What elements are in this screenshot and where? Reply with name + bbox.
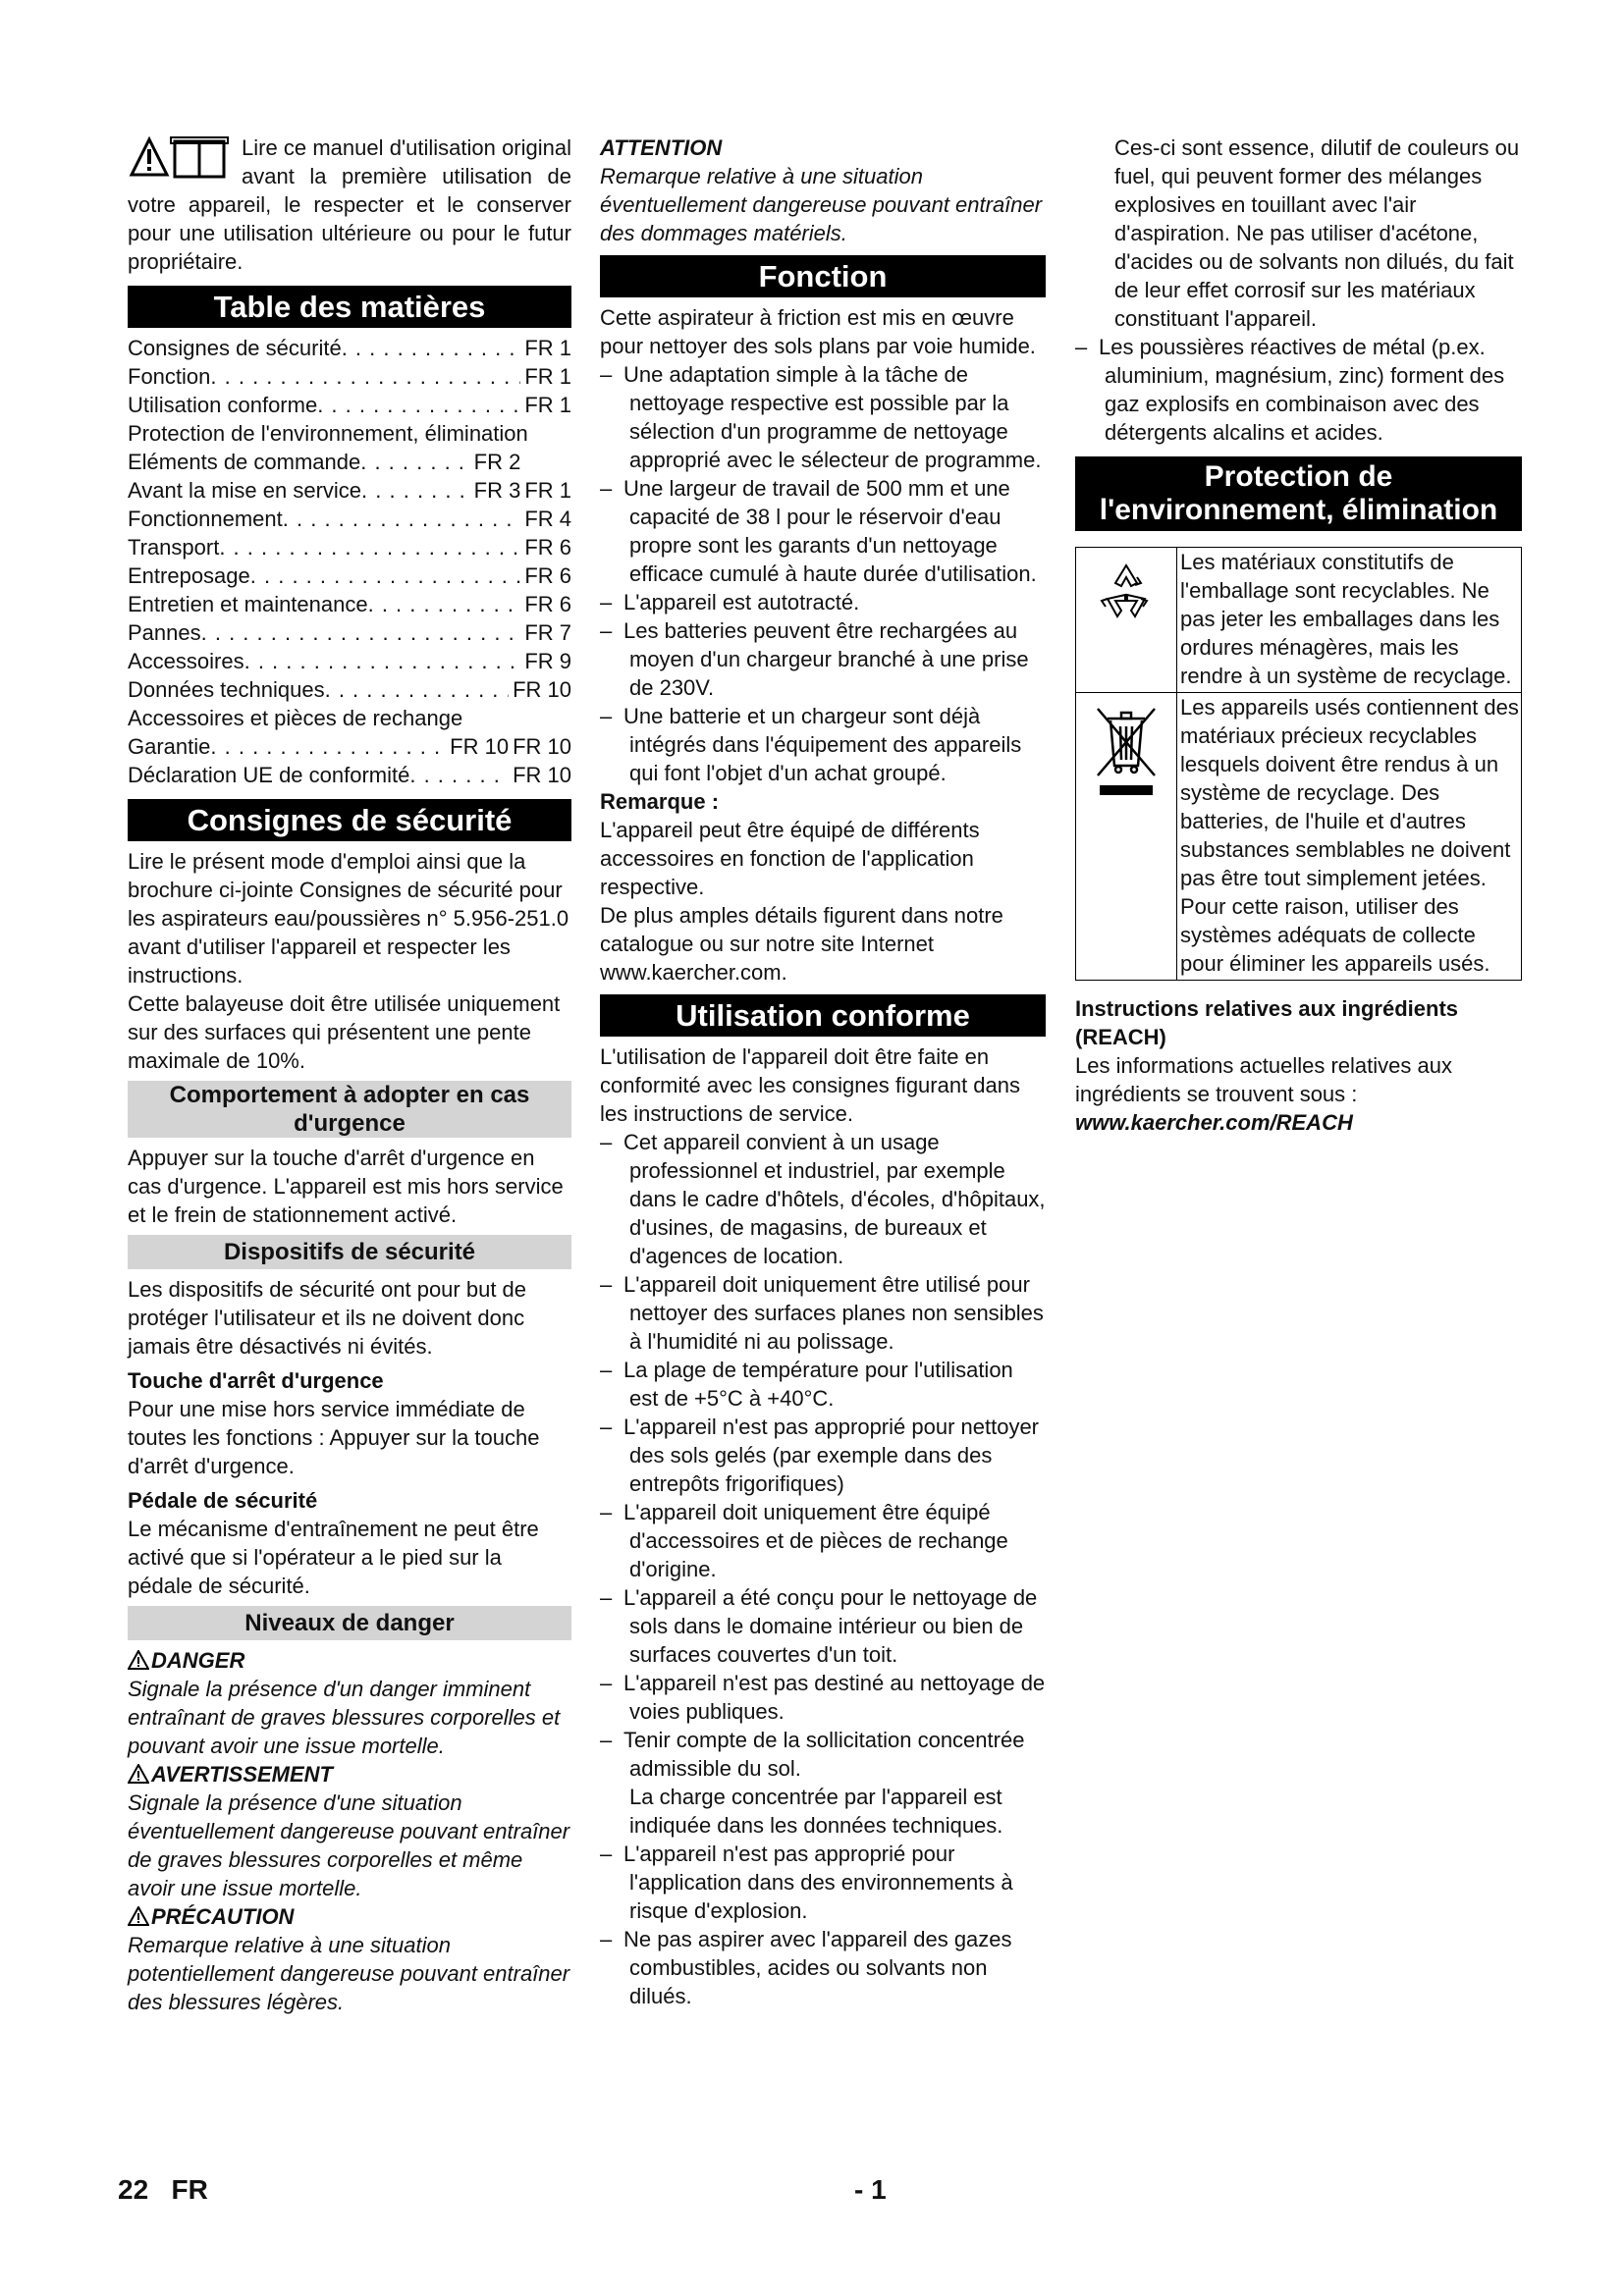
usage-heading: Utilisation conforme (600, 994, 1046, 1037)
recycle-text: Les matériaux constitutifs de l'emballage sont recyclables. Ne pas jeter les emballages dans les ordures ménagères, mais les rendre à un système de recyclage. (1177, 548, 1522, 693)
danger-label-row (128, 1646, 571, 1675)
warning-triangle-icon (128, 1764, 149, 1784)
function-item: – Une adaptation simple à la tâche de nettoyage respective est possible par la sélection d'un programme de nettoyage approprié avec le sélecteur de programme. (600, 362, 1042, 472)
usage-item: – L'appareil doit uniquement être utilisé pour nettoyer des surfaces planes non sensibles à l'humidité ni au polissage. (600, 1272, 1044, 1354)
emergency-text: Appuyer sur la touche d'arrêt d'urgence en cas d'urgence. L'appareil est mis hors service et le frein de stationnement activé. (128, 1146, 564, 1227)
toc-item[interactable]: Pannes . . . FR 7 (128, 618, 571, 647)
footer-page-number: - 1 (854, 2174, 887, 2205)
weee-text: Les appareils usés contiennent des matériaux précieux recyclables lesquels doivent être rendus à un système de recyclage. Des batteries, de l'huile et d'autres substances semblables ne doivent pas être tout simplement jetées. Pour cette raison, utiliser des systèmes adéquats de collecte pour éliminer les appareils usés. (1177, 693, 1522, 981)
estop-heading: Touche d'arrêt d'urgence (128, 1368, 384, 1393)
caution-label-row (128, 1902, 571, 1931)
toc-item[interactable]: Garantie . . . FR 10 (128, 732, 509, 761)
estop-text: Pour une mise hors service immédiate de toutes les fonctions : Appuyer sur la touche d'arrêt d'urgence. (128, 1397, 540, 1478)
table-row (1076, 548, 1522, 693)
usage-item: – L'appareil doit uniquement être équipé d'accessoires et de pièces de rechange d'origine. (600, 1500, 1008, 1581)
remark-text: L'appareil peut être équipé de différents accessoires en fonction de l'application respective. (600, 818, 980, 899)
toc-item[interactable]: Protection de l'environnement, élimination FR 1 (128, 421, 571, 503)
warning-triangle-icon (128, 1650, 149, 1670)
attention-text: Remarque relative à une situation éventuellement dangereuse pouvant entraîner des dommages matériels. (600, 164, 1043, 245)
environment-heading-line: l'environnement, élimination (1099, 494, 1498, 526)
environment-heading-line: Protection de (1204, 460, 1393, 493)
reach-text: Les informations actuelles relatives aux ingrédients se trouvent sous : (1075, 1053, 1452, 1106)
danger-text: Signale la présence d'un danger imminent entraînant de graves blessures corporelles et pouvant avoir une issue mortelle. (128, 1677, 561, 1758)
devices-heading: Dispositifs de sécurité (128, 1235, 571, 1269)
column-left (128, 133, 571, 2016)
usage-item: – L'appareil a été conçu pour le nettoyage de sols dans le domaine intérieur ou bien de surfaces couvertes d'un toit. (600, 1585, 1038, 1667)
warning-triangle-icon (128, 1906, 149, 1926)
caution-text: Remarque relative à une situation potentiellement dangereuse pouvant entraîner des blessures légères. (128, 1933, 570, 2014)
toc-heading: Table des matières (128, 286, 571, 328)
toc-item[interactable]: Données techniques . . . FR 10 (128, 675, 571, 704)
emergency-heading: Comportement à adopter en cas d'urgence (128, 1081, 571, 1138)
levels-heading: Niveaux de danger (128, 1606, 571, 1640)
table-row (1076, 693, 1522, 981)
remark-label: Remarque : (600, 789, 720, 814)
reach-heading: Instructions relatives aux ingrédients (REACH) (1075, 996, 1459, 1049)
recycle-icon (1096, 560, 1157, 620)
warning-label: AVERTISSEMENT (151, 1762, 333, 1787)
toc-list (128, 334, 571, 789)
usage-intro: L'utilisation de l'appareil doit être faite en conformité avec les consignes figurant dans les instructions de service. (600, 1044, 1021, 1126)
warning-manual-icon (128, 133, 238, 183)
footer-page-lang: 22 FR (118, 2174, 208, 2205)
usage-continuation: Ces-ci sont essence, dilutif de couleurs ou fuel, qui peuvent former des mélanges explosives en touillant avec l'air d'aspiration. Ne pas utiliser d'acétone, d'acides ou de solvants non dilués, du fait de leur effet corrosif sur les matériaux constituant l'appareil. (1114, 135, 1520, 331)
pedal-text: Le mécanisme d'entraînement ne peut être activé que si l'opérateur a le pied sur la pédale de sécurité. (128, 1517, 539, 1598)
toc-item[interactable]: Entretien et maintenance . . . FR 6 (128, 590, 571, 618)
toc-item[interactable]: Consignes de sécurité . . . FR 1 (128, 334, 571, 362)
toc-item[interactable]: Utilisation conforme . . . FR 1 (128, 391, 571, 419)
usage-item: – L'appareil n'est pas approprié pour nettoyer des sols gelés (par exemple dans des entrepôts frigorifiques) (600, 1415, 1040, 1496)
safety-paragraph: Lire le présent mode d'emploi ainsi que la brochure ci-jointe Consignes de sécurité pour les aspirateurs eau/poussières n° 5.956-251.0 avant d'utiliser l'appareil et respecter les instructions. (128, 849, 569, 988)
usage-item: – L'appareil n'est pas destiné au nettoyage de voies publiques. (600, 1671, 1046, 1724)
function-item: – Les batteries peuvent être rechargées au moyen d'un chargeur branché à une prise de 230V. (600, 618, 1029, 700)
remark-text: De plus amples détails figurent dans notre catalogue ou sur notre site Internet www.kaercher.com. (600, 903, 1003, 985)
devices-text: Les dispositifs de sécurité ont pour but de protéger l'utilisateur et ils ne doivent donc jamais être désactivés ni évités. (128, 1277, 527, 1359)
toc-item[interactable]: Eléments de commande . . . FR 2 (128, 448, 520, 476)
toc-item[interactable]: Fonction . . . FR 1 (128, 362, 571, 391)
weee-cell (1076, 693, 1177, 981)
toc-item[interactable]: Fonctionnement . . . FR 4 (128, 505, 571, 533)
usage-item: – Ne pas aspirer avec l'appareil des gazes combustibles, acides ou solvants non dilués. (600, 1927, 1012, 2008)
warning-label-row (128, 1760, 571, 1789)
caution-label: PRÉCAUTION (151, 1904, 295, 1929)
warning-text: Signale la présence d'une situation éventuellement dangereuse pouvant entraîner de graves blessures corporelles et même avoir une issue mortelle. (128, 1790, 570, 1900)
usage-item: – Cet appareil convient à un usage professionnel et industriel, par exemple dans le cadre d'hôtels, d'écoles, d'hôpitaux, d'usines, de magasins, de bureaux et d'agences de location. (600, 1130, 1046, 1268)
recycle-cell (1076, 548, 1177, 693)
usage-item: – Tenir compte de la sollicitation concentrée admissible du sol. (600, 1728, 1025, 1781)
usage-item: – La plage de température pour l'utilisation est de +5°C à +40°C. (600, 1358, 1013, 1411)
toc-item[interactable]: Accessoires . . . FR 9 (128, 647, 571, 675)
danger-label: DANGER (151, 1648, 245, 1673)
attention-label: ATTENTION (600, 135, 723, 160)
function-item: – Une largeur de travail de 500 mm et une capacité de 38 l pour le réservoir d'eau propre sont les garants d'un nettoyage efficace cumulé à haute durée d'utilisation. (600, 476, 1037, 586)
toc-item[interactable]: Transport . . . FR 6 (128, 533, 571, 561)
intro-block (128, 133, 571, 276)
usage-item: – L'appareil n'est pas approprié pour l'application dans des environnements à risque d'explosion. (600, 1842, 1013, 1923)
toc-item[interactable]: Déclaration UE de conformité . . . FR 10 (128, 761, 571, 789)
column-right (1075, 133, 1522, 1137)
crossed-bin-icon (1094, 705, 1159, 799)
function-item: – Une batterie et un chargeur sont déjà intégrés dans l'équipement des appareils qui font l'objet d'un achat groupé. (600, 704, 1022, 785)
environment-table (1075, 547, 1522, 981)
safety-paragraph: Cette balayeuse doit être utilisée uniquement sur des surfaces qui présentent une pente maximale de 10%. (128, 991, 561, 1073)
toc-item[interactable]: Avant la mise en service . . . FR 3 (128, 476, 520, 505)
safety-heading: Consignes de sécurité (128, 799, 571, 841)
environment-heading (1075, 456, 1522, 531)
toc-item[interactable]: Entreposage . . . FR 6 (128, 561, 571, 590)
column-middle (600, 133, 1046, 2010)
function-item: – L'appareil est autotracté. (600, 590, 860, 614)
function-intro: Cette aspirateur à friction est mis en œuvre pour nettoyer des sols plans par voie humide. (600, 305, 1036, 358)
pedal-heading: Pédale de sécurité (128, 1488, 318, 1513)
function-heading: Fonction (600, 255, 1046, 297)
intro-text: Lire ce manuel d'utilisation original avant la première utilisation de votre appareil, le respecter et le conserver pour une utilisation ultérieure ou pour le futur propriétaire. (128, 135, 571, 274)
load-note: La charge concentrée par l'appareil est indiquée dans les données techniques. (629, 1785, 1003, 1838)
reach-link[interactable]: www.kaercher.com/REACH (1075, 1110, 1353, 1135)
usage-item: – Les poussières réactives de métal (p.ex. aluminium, magnésium, zinc) forment des gaz explosifs en combinaison avec des détergents alcalins et acides. (1075, 335, 1505, 445)
toc-item[interactable]: Accessoires et pièces de rechange FR 10 (128, 706, 571, 759)
